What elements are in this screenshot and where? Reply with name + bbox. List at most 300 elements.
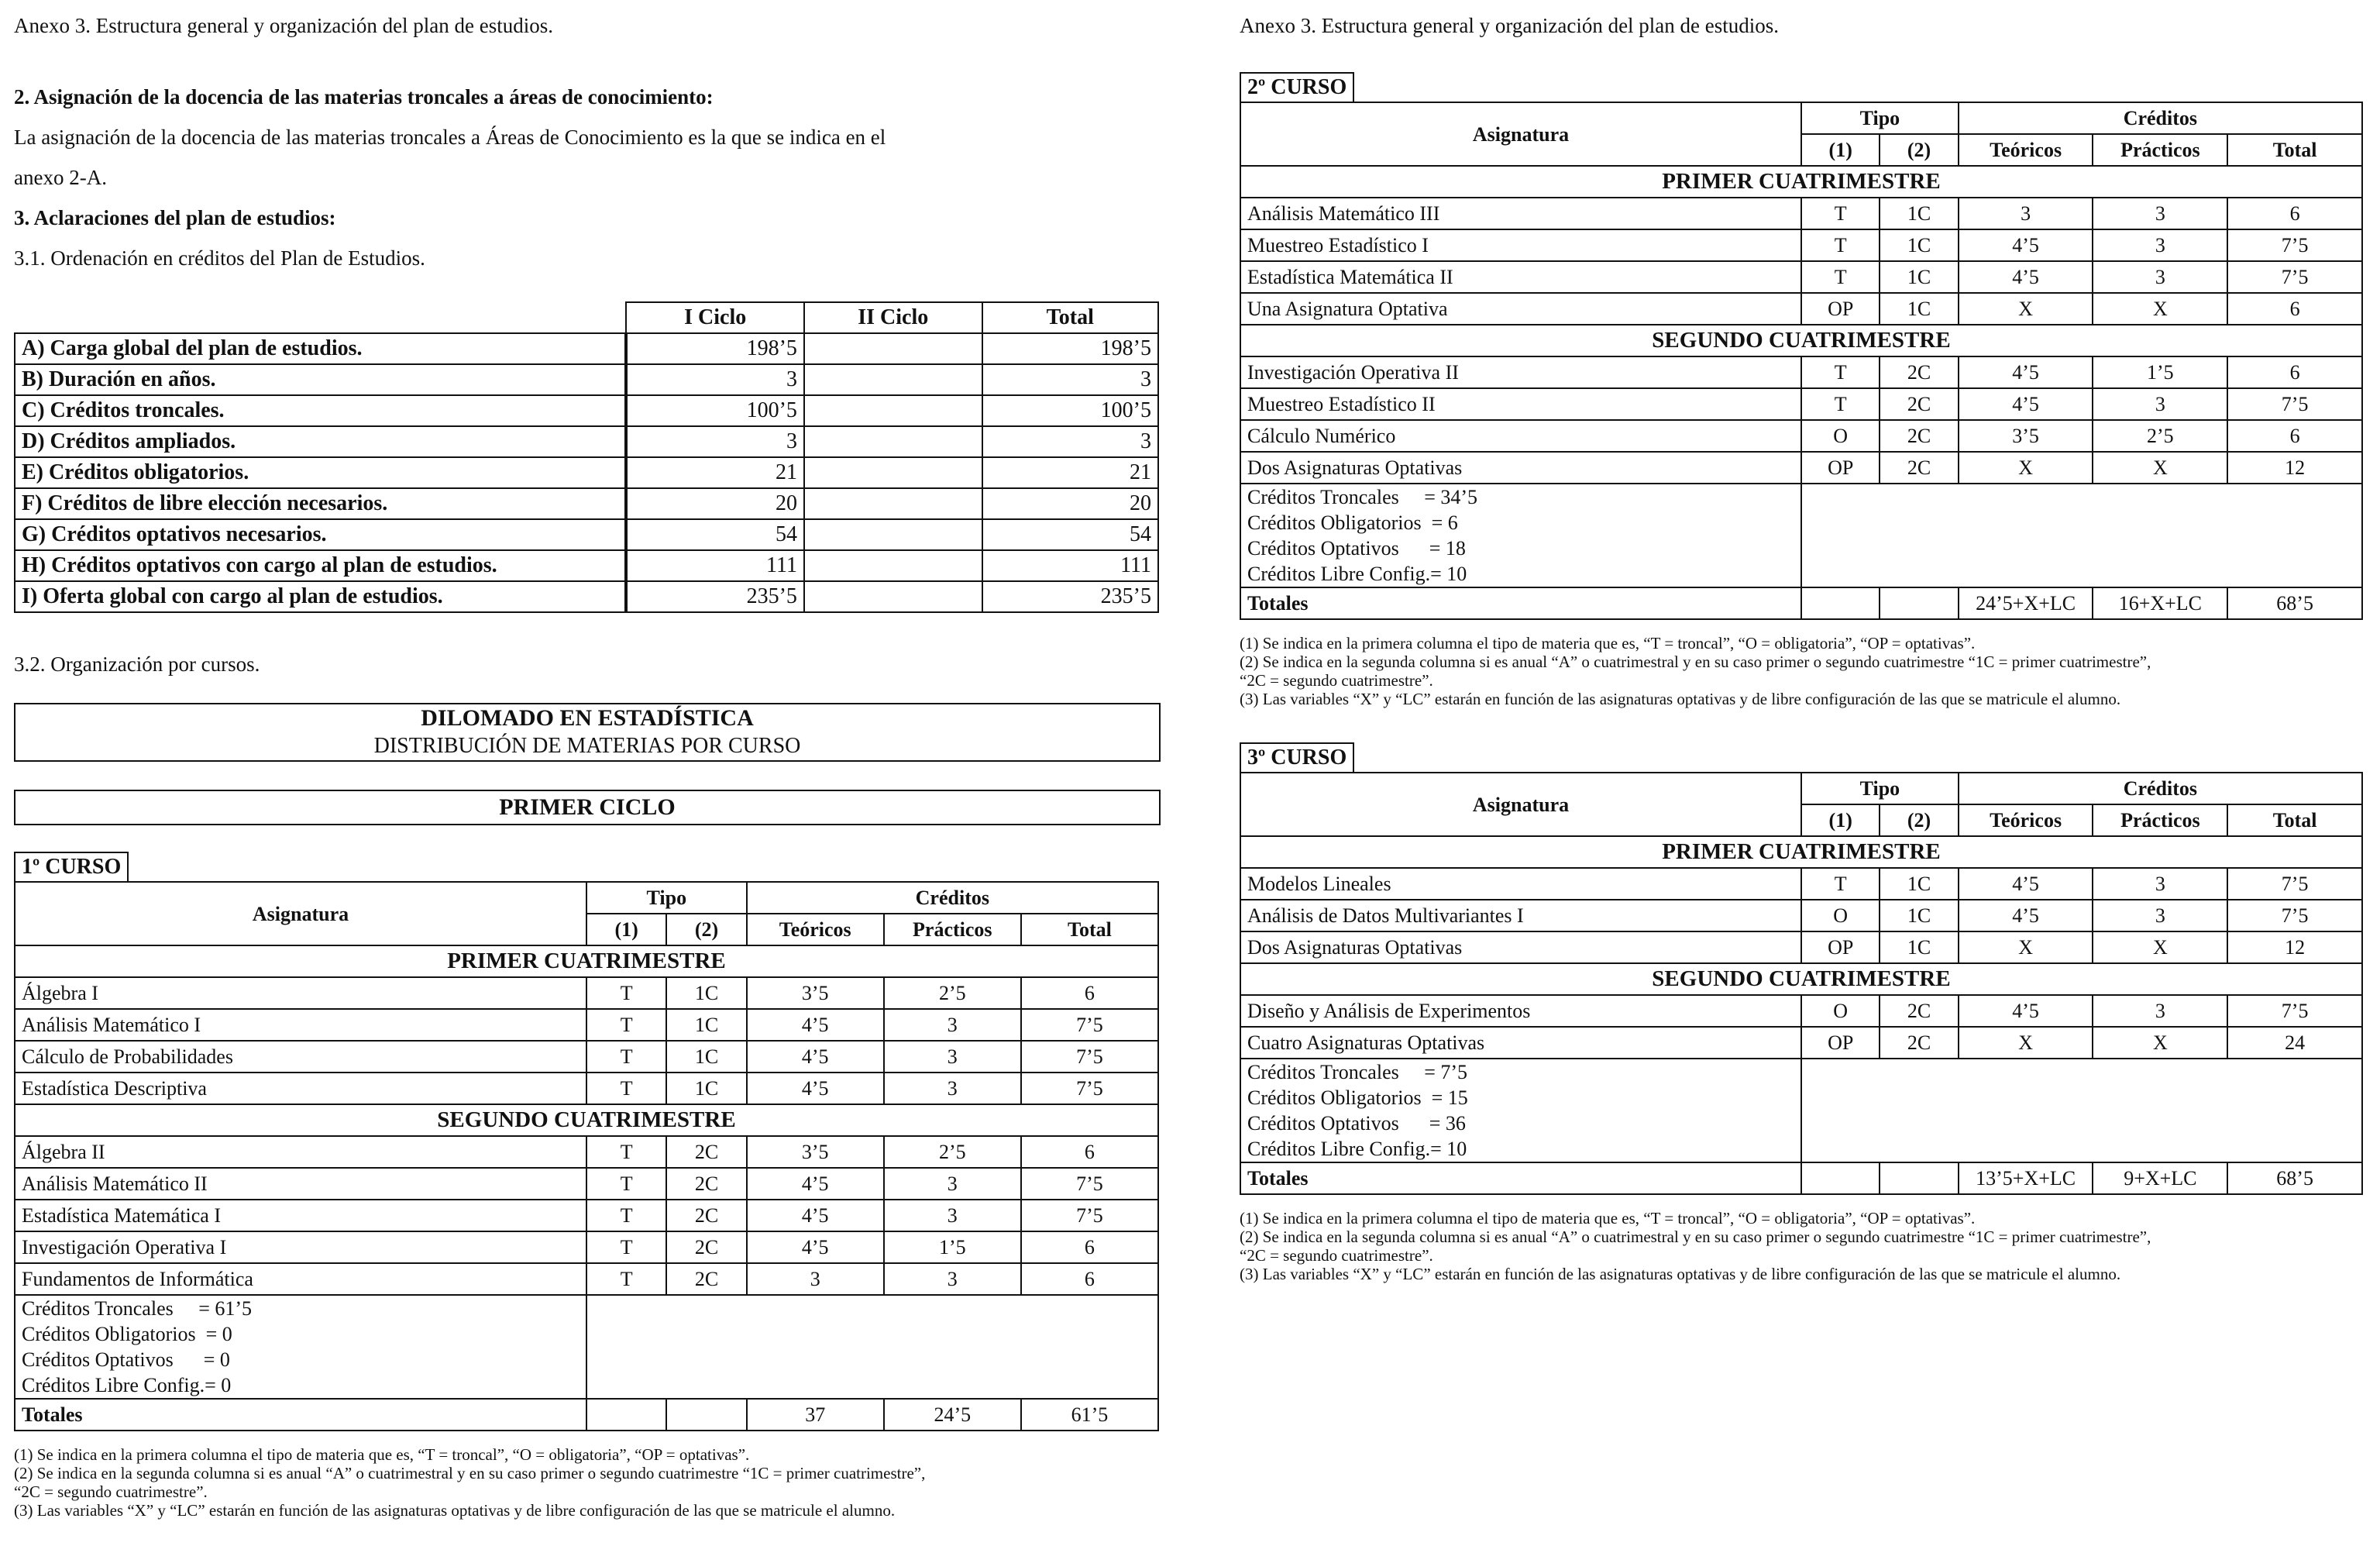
header-asignatura: Asignatura [1240,102,1801,166]
course-3-block [1240,742,2363,1283]
header-tipo-1: (1) [586,914,666,945]
note-2-cont: “2C = segundo cuatrimestre”. [14,1482,208,1501]
totals-teoricos: 13’5+X+LC [1959,1162,2093,1194]
totals-total: 68’5 [2227,1162,2362,1194]
subject-total: 6 [1021,1263,1158,1295]
summary-row-ciclo1: 3 [626,364,804,395]
header-tipo-1: (1) [1801,134,1880,166]
subject-teoricos: 3’5 [747,1136,884,1168]
credits-line: Créditos Optativos = 36 [1247,1112,1466,1135]
subject-row [15,1073,1158,1104]
left-column [14,0,1161,1520]
subject-name: Análisis Matemático III [1240,198,1801,229]
summary-row-total: 3 [982,426,1159,457]
course-header-row [1240,773,2362,804]
subject-name: Álgebra I [15,977,586,1009]
header-tipo: Tipo [1801,773,1959,804]
header-creditos: Créditos [1959,102,2362,134]
note-3: (3) Las variables “X” y “LC” estarán en función de las asignaturas optativas y de libre configuración de las que se matricule el alumno. [1240,690,2121,708]
subject-row [1240,388,2362,420]
summary-header-blank [15,302,626,333]
subject-tipo-2: 1C [1880,293,1958,325]
note-2-cont: “2C = segundo cuatrimestre”. [1240,1246,1433,1265]
summary-row-label: H) Créditos optativos con cargo al plan de estudios. [15,550,626,581]
subject-teoricos: 4’5 [747,1231,884,1263]
totals-label: Totales [1240,587,1801,619]
subject-row [15,977,1158,1009]
semester-row [15,1104,1158,1136]
note-1: (1) Se indica en la primera columna el tipo de materia que es, “T = troncal”, “O = obligatoria”, “OP = optativas”. [14,1445,750,1464]
subject-practicos: 3 [2093,868,2227,900]
subject-row [15,1231,1158,1263]
subject-tipo-2: 2C [666,1136,746,1168]
subject-teoricos: 4’5 [1959,388,2093,420]
totals-tipo-2-blank [1880,587,1958,619]
subject-practicos: 3 [2093,198,2227,229]
subject-name: Cálculo Numérico [1240,420,1801,452]
summary-row-ciclo2 [804,519,982,550]
totals-total: 68’5 [2227,587,2362,619]
semester-row [1240,325,2362,356]
subject-row [15,1168,1158,1200]
subject-total: 7’5 [2227,229,2362,261]
note-2: (2) Se indica en la segunda columna si es anual “A” o cuatrimestral y en su caso primer o segundo cuatrimestre “1C = primer cuatrimestre”, [14,1464,926,1482]
subject-total: 7’5 [2227,261,2362,293]
summary-row-total: 198’5 [982,333,1159,364]
summary-row [15,519,1158,550]
subject-practicos: 1’5 [2093,356,2227,388]
header-creditos: Créditos [1959,773,2362,804]
subject-tipo-1: OP [1801,293,1880,325]
subject-tipo-2: 1C [666,977,746,1009]
subject-total: 7’5 [1021,1168,1158,1200]
subject-row [1240,995,2362,1027]
header-total: Total [2227,134,2362,166]
subject-teoricos: 4’5 [747,1009,884,1041]
summary-row-total: 111 [982,550,1159,581]
credits-summary [15,1295,586,1399]
subject-row [1240,420,2362,452]
subject-practicos: 2’5 [884,1136,1021,1168]
subject-teoricos: 4’5 [1959,995,2093,1027]
note-3: (3) Las variables “X” y “LC” estarán en función de las asignaturas optativas y de libre configuración de las que se matricule el alumno. [1240,1265,2121,1283]
summary-row-label: I) Oferta global con cargo al plan de estudios. [15,581,626,612]
subject-total: 7’5 [2227,868,2362,900]
summary-row-label: A) Carga global del plan de estudios. [15,333,626,364]
subject-tipo-1: T [586,1009,666,1041]
subject-practicos: 3 [2093,388,2227,420]
subject-practicos: 3 [884,1041,1021,1073]
subject-tipo-1: OP [1801,452,1880,484]
subject-row [1240,356,2362,388]
subject-total: 7’5 [1021,1041,1158,1073]
header-tipo: Tipo [586,882,747,914]
subject-total: 7’5 [1021,1009,1158,1041]
summary-row-total: 235’5 [982,581,1159,612]
summary-header-ciclo1: I Ciclo [626,302,804,333]
subject-tipo-2: 2C [666,1200,746,1231]
section-3-1-title: 3.1. Ordenación en créditos del Plan de Estudios. [14,246,425,270]
subject-name: Fundamentos de Informática [15,1263,586,1295]
note-2-cont: “2C = segundo cuatrimestre”. [1240,671,1433,690]
course-header-row [1240,102,2362,134]
totals-practicos: 24’5 [884,1399,1021,1431]
summary-row [15,550,1158,581]
subject-tipo-1: T [586,1168,666,1200]
subject-practicos: X [2093,1027,2227,1059]
subject-total: 6 [2227,293,2362,325]
section-2-text-line1: La asignación de la docencia de las materias troncales a Áreas de Conocimiento es la que se indica en el [14,126,886,149]
subject-row [15,1009,1158,1041]
subject-name: Una Asignatura Optativa [1240,293,1801,325]
subject-name: Cálculo de Probabilidades [15,1041,586,1073]
subject-teoricos: 4’5 [747,1041,884,1073]
subject-tipo-1: T [1801,388,1880,420]
subject-name: Cuatro Asignaturas Optativas [1240,1027,1801,1059]
semester-title: PRIMER CUATRIMESTRE [1240,836,2362,868]
credits-line: Créditos Obligatorios = 15 [1247,1086,1468,1109]
totals-tipo-1-blank [586,1399,666,1431]
subject-total: 24 [2227,1027,2362,1059]
subject-tipo-2: 1C [1880,198,1958,229]
subject-name: Dos Asignaturas Optativas [1240,452,1801,484]
course-header-row [15,882,1158,914]
header-tipo-2: (2) [1880,804,1958,836]
course-1-tag: 1º CURSO [14,852,129,881]
subject-tipo-2: 1C [666,1073,746,1104]
credits-line: Créditos Troncales = 7’5 [1247,1061,1468,1083]
subject-practicos: 3 [2093,995,2227,1027]
subject-total: 6 [2227,420,2362,452]
header-teoricos: Teóricos [1959,134,2093,166]
subject-tipo-2: 2C [1880,452,1958,484]
subject-tipo-1: O [1801,420,1880,452]
page-header-right: Anexo 3. Estructura general y organización del plan de estudios. [1240,14,1780,37]
credits-line: Créditos Optativos = 18 [1247,537,1466,560]
course-1-block [14,852,1159,1520]
subject-total: 6 [1021,1231,1158,1263]
subject-teoricos: 3 [747,1263,884,1295]
header-tipo-2: (2) [1880,134,1958,166]
header-tipo-2: (2) [666,914,746,945]
subject-tipo-1: T [586,1200,666,1231]
subject-practicos: 3 [884,1073,1021,1104]
subject-tipo-1: T [586,1073,666,1104]
subject-total: 7’5 [2227,995,2362,1027]
summary-row [15,488,1158,519]
subject-teoricos: 4’5 [747,1168,884,1200]
subject-row [1240,452,2362,484]
header-tipo-1: (1) [1801,804,1880,836]
subject-total: 12 [2227,931,2362,963]
subject-name: Estadística Matemática I [15,1200,586,1231]
credits-line: Créditos Troncales = 34’5 [1247,486,1478,508]
summary-row-ciclo1: 198’5 [626,333,804,364]
subject-teoricos: X [1959,452,2093,484]
subject-name: Análisis Matemático I [15,1009,586,1041]
credits-summary-blank [1801,484,2362,587]
subject-row [1240,293,2362,325]
summary-row-label: E) Créditos obligatorios. [15,457,626,488]
subject-row [15,1200,1158,1231]
credits-summary-row [15,1295,1158,1399]
subject-tipo-2: 2C [1880,356,1958,388]
summary-row-label: B) Duración en años. [15,364,626,395]
subject-total: 7’5 [2227,388,2362,420]
summary-row-ciclo2 [804,550,982,581]
summary-row-total: 100’5 [982,395,1159,426]
header-creditos: Créditos [747,882,1158,914]
subject-practicos: 3 [2093,229,2227,261]
credits-line: Créditos Obligatorios = 0 [22,1323,232,1345]
summary-header-total: Total [982,302,1159,333]
semester-row [15,945,1158,977]
summary-row-ciclo2 [804,333,982,364]
subject-practicos: 3 [2093,261,2227,293]
subject-row [1240,1027,2362,1059]
degree-subtitle: DISTRIBUCIÓN DE MATERIAS POR CURSO [373,734,801,758]
note-2: (2) Se indica en la segunda columna si es anual “A” o cuatrimestral y en su caso primer o segundo cuatrimestre “1C = primer cuatrimestre”, [1240,1228,2151,1246]
subject-tipo-2: 2C [666,1168,746,1200]
subject-tipo-2: 2C [1880,420,1958,452]
subject-name: Diseño y Análisis de Experimentos [1240,995,1801,1027]
subject-practicos: 3 [884,1200,1021,1231]
subject-tipo-2: 1C [1880,931,1958,963]
subject-teoricos: 4’5 [1959,900,2093,931]
subject-teoricos: 4’5 [747,1200,884,1231]
subject-name: Muestreo Estadístico I [1240,229,1801,261]
summary-row-ciclo1: 100’5 [626,395,804,426]
header-asignatura: Asignatura [1240,773,1801,836]
subject-tipo-1: T [1801,868,1880,900]
subject-tipo-1: O [1801,995,1880,1027]
subject-teoricos: 4’5 [747,1073,884,1104]
course-2-table [1240,102,2363,620]
summary-row [15,333,1158,364]
subject-practicos: 2’5 [2093,420,2227,452]
subject-tipo-1: T [586,1041,666,1073]
header-asignatura: Asignatura [15,882,586,945]
subject-tipo-2: 2C [666,1231,746,1263]
header-practicos: Prácticos [884,914,1021,945]
semester-title: SEGUNDO CUATRIMESTRE [15,1104,1158,1136]
section-3-2-title: 3.2. Organización por cursos. [14,652,260,676]
summary-row-ciclo1: 111 [626,550,804,581]
totals-teoricos: 24’5+X+LC [1959,587,2093,619]
subject-tipo-1: T [1801,229,1880,261]
subject-name: Muestreo Estadístico II [1240,388,1801,420]
subject-teoricos: 3’5 [1959,420,2093,452]
subject-tipo-2: 1C [666,1041,746,1073]
subject-tipo-1: OP [1801,931,1880,963]
section-2-title: 2. Asignación de la docencia de las materias troncales a áreas de conocimiento: [14,85,714,108]
subject-tipo-1: T [586,977,666,1009]
note-1: (1) Se indica en la primera columna el tipo de materia que es, “T = troncal”, “O = obligatoria”, “OP = optativas”. [1240,1209,1976,1228]
subject-total: 12 [2227,452,2362,484]
totals-practicos: 16+X+LC [2093,587,2227,619]
credits-summary-blank [1801,1059,2362,1162]
course-3-table [1240,772,2363,1195]
header-total: Total [2227,804,2362,836]
summary-row [15,395,1158,426]
subject-row [1240,868,2362,900]
right-column [1240,0,2363,1283]
subject-name: Investigación Operativa II [1240,356,1801,388]
subject-practicos: 3 [884,1009,1021,1041]
subject-total: 6 [1021,977,1158,1009]
totals-row [1240,1162,2362,1194]
semester-title: PRIMER CUATRIMESTRE [1240,166,2362,198]
subject-tipo-1: T [586,1231,666,1263]
subject-tipo-2: 2C [1880,388,1958,420]
summary-row-ciclo1: 235’5 [626,581,804,612]
subject-teoricos: 3 [1959,198,2093,229]
summary-row-ciclo2 [804,395,982,426]
header-practicos: Prácticos [2093,804,2227,836]
subject-tipo-2: 1C [1880,868,1958,900]
totals-row [1240,587,2362,619]
totals-total: 61’5 [1021,1399,1158,1431]
semester-row [1240,836,2362,868]
subject-tipo-2: 1C [1880,261,1958,293]
semester-row [1240,963,2362,995]
summary-body [15,333,1158,612]
course-3-tag: 3º CURSO [1240,742,1354,772]
course-2-tag: 2º CURSO [1240,72,1354,102]
totals-tipo-1-blank [1801,587,1880,619]
subject-total: 6 [2227,356,2362,388]
subject-tipo-1: T [1801,198,1880,229]
totals-label: Totales [1240,1162,1801,1194]
note-2: (2) Se indica en la segunda columna si es anual “A” o cuatrimestral y en su caso primer o segundo cuatrimestre “1C = primer cuatrimestre”, [1240,652,2151,671]
credits-line: Créditos Libre Config.= 10 [1247,563,1467,585]
credits-line: Créditos Libre Config.= 10 [1247,1138,1467,1160]
header-practicos: Prácticos [2093,134,2227,166]
subject-teoricos: 4’5 [1959,356,2093,388]
subject-name: Investigación Operativa I [15,1231,586,1263]
subject-total: 6 [2227,198,2362,229]
summary-row-total: 21 [982,457,1159,488]
credits-summary-blank [586,1295,1158,1399]
note-1: (1) Se indica en la primera columna el tipo de materia que es, “T = troncal”, “O = obligatoria”, “OP = optativas”. [1240,634,1976,652]
subject-teoricos: X [1959,1027,2093,1059]
subject-tipo-2: 1C [1880,229,1958,261]
summary-row-ciclo2 [804,581,982,612]
subject-tipo-2: 1C [666,1009,746,1041]
totals-practicos: 9+X+LC [2093,1162,2227,1194]
totals-tipo-2-blank [666,1399,746,1431]
subject-practicos: 3 [884,1263,1021,1295]
subject-row [1240,261,2362,293]
subject-teoricos: 4’5 [1959,868,2093,900]
subject-row [15,1041,1158,1073]
subject-teoricos: X [1959,293,2093,325]
credits-line: Créditos Libre Config.= 0 [22,1374,232,1396]
summary-row-ciclo1: 54 [626,519,804,550]
course-2-block [1240,72,2363,708]
summary-row-ciclo2 [804,364,982,395]
subject-name: Análisis Matemático II [15,1168,586,1200]
semester-title: SEGUNDO CUATRIMESTRE [1240,963,2362,995]
summary-row-ciclo2 [804,488,982,519]
summary-row [15,457,1158,488]
summary-row-total: 3 [982,364,1159,395]
subject-tipo-1: T [586,1136,666,1168]
subject-tipo-1: O [1801,900,1880,931]
subject-tipo-1: T [1801,261,1880,293]
totals-label: Totales [15,1399,586,1431]
subject-name: Estadística Descriptiva [15,1073,586,1104]
credits-summary-table [14,301,1159,613]
page-header-left: Anexo 3. Estructura general y organización del plan de estudios. [14,14,554,37]
semester-row [1240,166,2362,198]
course-2-notes [1240,634,2363,708]
subject-practicos: 3 [2093,900,2227,931]
totals-teoricos: 37 [747,1399,884,1431]
credits-line: Créditos Obligatorios = 6 [1247,511,1458,534]
note-3: (3) Las variables “X” y “LC” estarán en función de las asignaturas optativas y de libre configuración de las que se matricule el alumno. [14,1501,896,1520]
subject-total: 6 [1021,1136,1158,1168]
summary-row-ciclo1: 20 [626,488,804,519]
totals-row [15,1399,1158,1431]
subject-name: Análisis de Datos Multivariantes I [1240,900,1801,931]
subject-row [1240,931,2362,963]
credits-summary [1240,1059,1801,1162]
summary-row-label: F) Créditos de libre elección necesarios. [15,488,626,519]
subject-name: Dos Asignaturas Optativas [1240,931,1801,963]
subject-tipo-2: 2C [1880,1027,1958,1059]
summary-header-row [15,302,1158,333]
summary-row [15,364,1158,395]
summary-row-label: G) Créditos optativos necesarios. [15,519,626,550]
subject-tipo-1: T [1801,356,1880,388]
subject-row [1240,229,2362,261]
subject-teoricos: X [1959,931,2093,963]
subject-tipo-1: T [586,1263,666,1295]
subject-name: Estadística Matemática II [1240,261,1801,293]
subject-tipo-1: OP [1801,1027,1880,1059]
subject-total: 7’5 [2227,900,2362,931]
course-3-notes [1240,1209,2363,1283]
subject-practicos: 3 [884,1168,1021,1200]
summary-header-ciclo2: II Ciclo [804,302,982,333]
subject-total: 7’5 [1021,1073,1158,1104]
subject-practicos: 2’5 [884,977,1021,1009]
subject-teoricos: 4’5 [1959,261,2093,293]
credits-line: Créditos Optativos = 0 [22,1348,230,1371]
subject-tipo-2: 2C [666,1263,746,1295]
header-total: Total [1021,914,1158,945]
semester-title: PRIMER CUATRIMESTRE [15,945,1158,977]
subject-row [1240,198,2362,229]
subject-name: Modelos Lineales [1240,868,1801,900]
subject-row [15,1263,1158,1295]
header-teoricos: Teóricos [1959,804,2093,836]
summary-row-ciclo2 [804,457,982,488]
header-teoricos: Teóricos [747,914,884,945]
summary-row-total: 20 [982,488,1159,519]
credits-summary-row [1240,1059,2362,1162]
semester-title: SEGUNDO CUATRIMESTRE [1240,325,2362,356]
subject-practicos: X [2093,293,2227,325]
credits-summary-row [1240,484,2362,587]
section-2-text-line2: anexo 2-A. [14,166,107,189]
subject-name: Álgebra II [15,1136,586,1168]
subject-tipo-2: 2C [1880,995,1958,1027]
subject-tipo-2: 1C [1880,900,1958,931]
subject-practicos: X [2093,931,2227,963]
header-tipo: Tipo [1801,102,1959,134]
